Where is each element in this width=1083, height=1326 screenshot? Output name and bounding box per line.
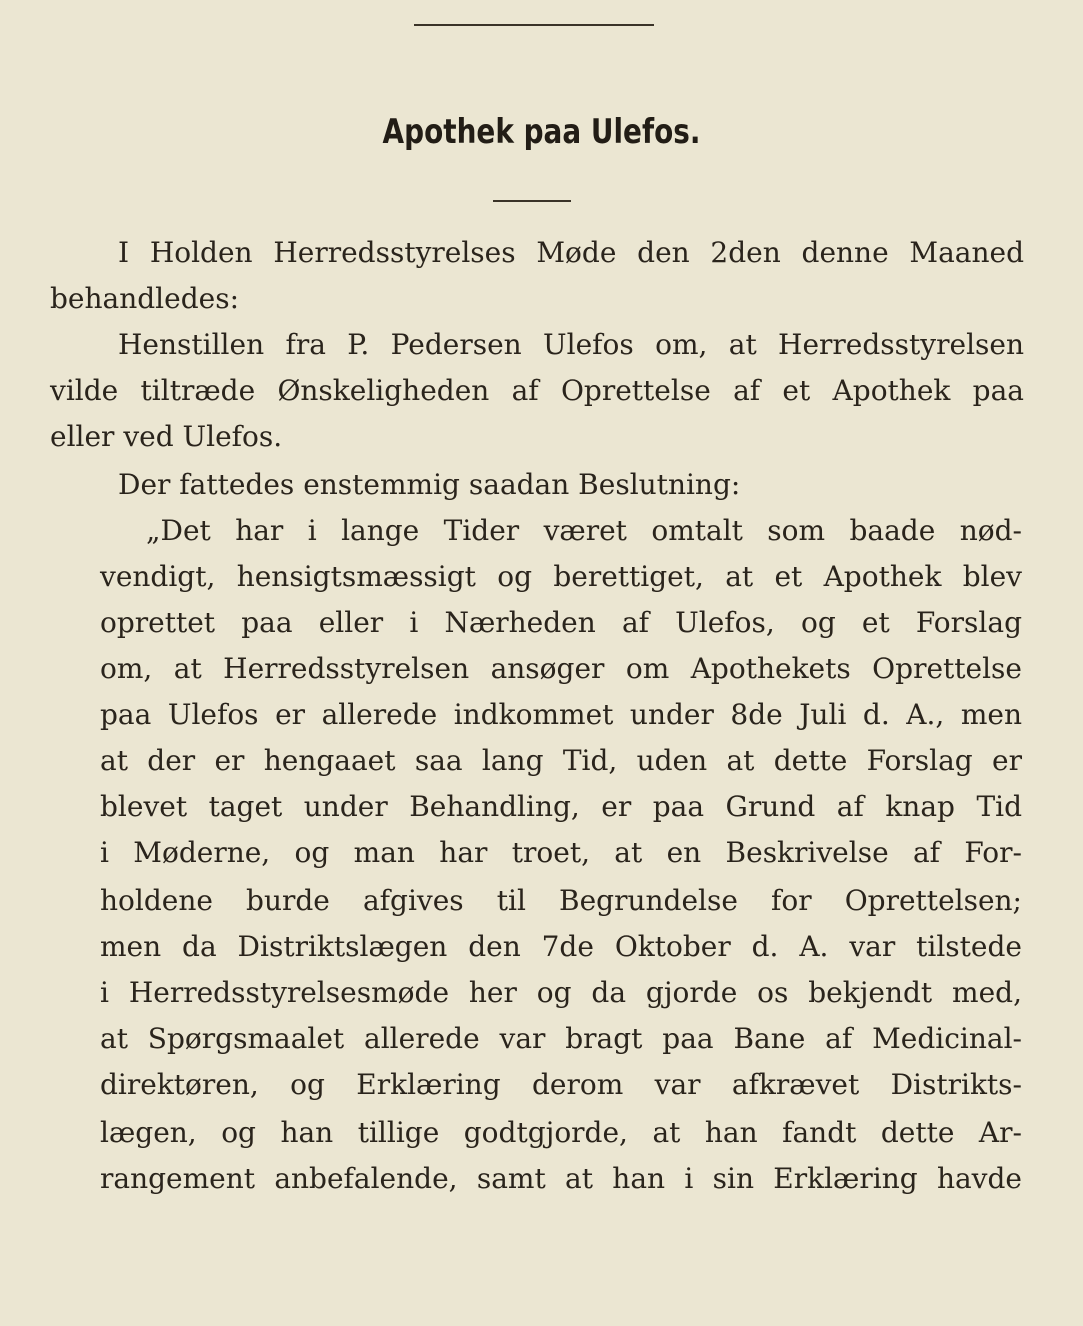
text-line: direktøren, og Erklæring derom var afkrævet Distrikts-	[100, 1068, 1022, 1101]
text-line: lægen, og han tillige godtgjorde, at han fandt dette Ar-	[100, 1116, 1022, 1149]
text-line: rangement anbefalende, samt at han i sin Erklæring havde	[100, 1162, 1022, 1195]
text-line: eller ved Ulefos.	[50, 420, 283, 453]
text-line: blevet taget under Behandling, er paa Grund af knap Tid	[100, 790, 1022, 823]
text-line: oprettet paa eller i Nærheden af Ulefos, og et Forslag	[100, 606, 1022, 639]
text-line: Der fattedes enstemmig saadan Beslutning:	[118, 468, 741, 501]
text-line: behandledes:	[50, 282, 239, 315]
text-line: men da Distriktslægen den 7de Oktober d. A. var tilstede	[100, 930, 1022, 963]
text-line: om, at Herredsstyrelsen ansøger om Apothekets Oprettelse	[100, 652, 1022, 685]
text-line: paa Ulefos er allerede indkommet under 8de Juli d. A., men	[100, 698, 1022, 731]
text-line: i Møderne, og man har troet, at en Beskrivelse af For-	[100, 836, 1022, 869]
top-rule	[414, 24, 654, 26]
text-line: „Det har i lange Tider været omtalt som baade nød-	[146, 514, 1022, 547]
text-line: i Herredsstyrelsesmøde her og da gjorde os bekjendt med,	[100, 976, 1022, 1009]
text-line: at Spørgsmaalet allerede var bragt paa Bane af Medicinal-	[100, 1022, 1022, 1055]
text-line: Henstillen fra P. Pedersen Ulefos om, at Herredsstyrelsen	[118, 328, 1024, 361]
title-rule	[493, 200, 571, 202]
text-line: I Holden Herredsstyrelses Møde den 2den denne Maaned	[118, 236, 1024, 269]
text-line: at der er hengaaet saa lang Tid, uden at dette Forslag er	[100, 744, 1022, 777]
text-line: vendigt, hensigtsmæssigt og berettiget, at et Apothek blev	[100, 560, 1022, 593]
page-title: Apothek paa Ulefos.	[382, 112, 701, 152]
text-line: vilde tiltræde Ønskeligheden af Oprettelse af et Apothek paa	[50, 374, 1024, 407]
text-line: holdene burde afgives til Begrundelse for Oprettelsen;	[100, 884, 1022, 917]
